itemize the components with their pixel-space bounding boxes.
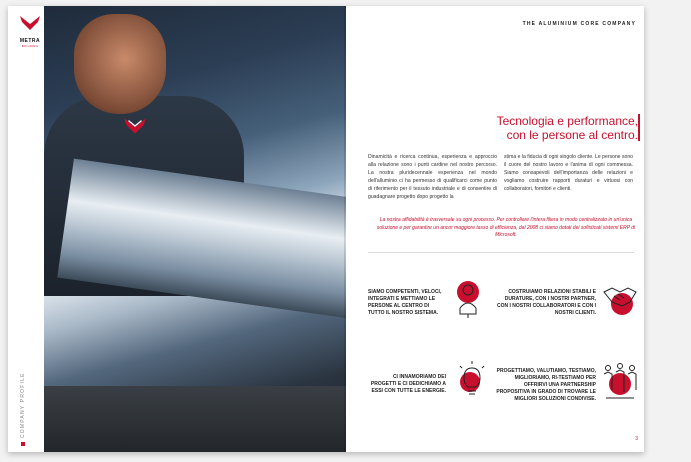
photo-floor [44,386,346,452]
handshake-icon [600,278,640,318]
page-number: 3 [635,436,638,442]
brand-name: METRA [19,38,41,44]
body-column-2: stima e la fiducia di ogni singolo cliente. Le persone sono il cuore del nostro lavoro e l'anima di ogni commessa. Siamo consapevoli dell'importanza delle relazioni e vogliamo costruire rapporti duraturi e virtuosi con collaboratori, fornitori e clienti. [504,154,633,193]
side-label [20,372,30,446]
lightbulb-icon [452,360,492,400]
worker-photo [44,6,346,452]
team-icon [600,360,640,400]
body-column-1: Dinamicità e ricerca continua, esperienza e approccio alla relazione sono i punti cardine nel nostro percorso. La nostra pluridecennale esperienza nel mondo dell'alluminio ci ha permesso di qualificarci come punto di riferimento per il tessuto industriale e di consentire di guadagnare progetto dopo progetto la [368,154,497,201]
brand-logo [18,14,42,48]
photo-worker-head [74,14,166,114]
shirt-logo-icon [122,116,148,136]
feature-text-4: PROGETTIAMO, VALUTIAMO, TESTIAMO, MIGLIORIAMO, RI-TESTIAMO PER OFFRIRVI UNA PARTNERSHIP PROPOSITIVA IN GRADO DI TROVARE LE MIGLIORI SOLUZIONI CONDIVISE. [496,368,596,402]
highlight-quote: La nostra affidabilità è trasversale su ogni processo. Per controllare l'intera filiera in modo centralizzato in un'unica soluzione e per garantire un ancor maggiore tasso di efficienza, dal 2008 ci siamo dotati dei sofisticati sistemi ERP di Microsoft. [376,217,636,238]
brand-sub: BUILDING [21,44,39,48]
title-accent-bar [638,114,640,141]
page-title [497,114,638,142]
title-line-1: Tecnologia e performance, [496,114,638,128]
metra-logo-icon [18,14,42,32]
person-icon [450,278,490,318]
side-label-marker [21,442,25,446]
section-divider [368,252,634,253]
company-tagline: THE ALUMINIUM CORE COMPANY [522,21,636,27]
side-label-text: COMPANY PROFILE [20,372,26,438]
title-line-2: con le persone al centro. [506,128,638,142]
right-page [346,6,644,452]
left-page [8,6,346,452]
feature-text-3: CI INNAMORIAMO DEI PROGETTI E CI DEDICHIAMO A ESSI CON TUTTE LE ENERGIE. [370,374,446,394]
photo-aluminium-profile [57,159,346,324]
brochure-spread [8,6,644,452]
feature-text-2: COSTRUIAMO RELAZIONI STABILI E DURATURE, CON I NOSTRI PARTNER, CON I NOSTRI COLLABORATORI E CON I NOSTRI CLIENTI. [497,289,596,316]
feature-text-1: SIAMO COMPETENTI, VELOCI, INTEGRATI E METTIAMO LE PERSONE AL CENTRO DI TUTTO IL NOSTRO SISTEMA. [368,289,442,316]
